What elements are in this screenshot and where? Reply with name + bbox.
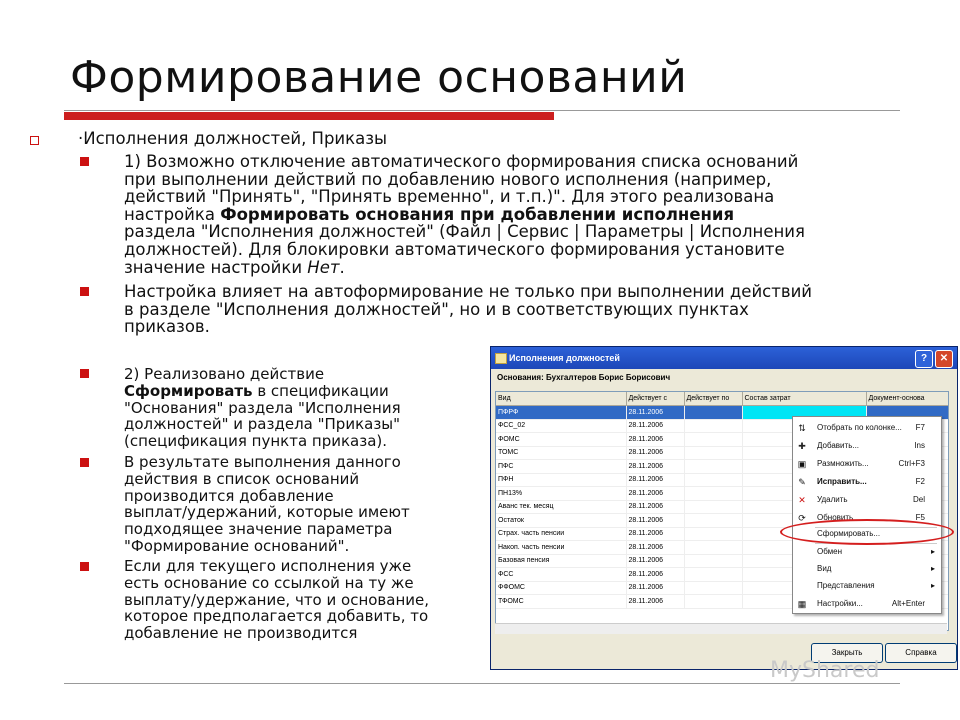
menu-item-label: Вид xyxy=(817,564,832,573)
submenu-arrow-icon: ▸ xyxy=(930,564,935,573)
highlight-ellipse xyxy=(780,519,954,545)
cell-date-from: 28.11.2006 xyxy=(626,527,684,541)
refresh-icon: ⟳ xyxy=(798,513,806,523)
menu-item[interactable] xyxy=(793,419,941,437)
cell-vid: ПН13% xyxy=(496,487,626,501)
paragraph-2: Настройка влияет на автоформирование не только при выполнении действий в разделе "Исполнения должностей", но и в соответствующих пунктах приказов. xyxy=(124,282,813,337)
menu-item-label: Исправить... xyxy=(817,477,867,486)
cell-date-to xyxy=(684,473,742,487)
menu-item[interactable] xyxy=(793,543,941,561)
delete-icon: ✕ xyxy=(798,495,806,505)
cell-date-from: 28.11.2006 xyxy=(626,500,684,514)
bullet-icon xyxy=(80,287,89,296)
cell-vid: ПФН xyxy=(496,473,626,487)
menu-item-label: Отобрать по колонке... xyxy=(817,423,902,432)
menu-item[interactable] xyxy=(793,577,941,595)
help-button[interactable]: Справка xyxy=(885,643,957,663)
exchange-icon xyxy=(797,547,807,557)
cell-date-from: 28.11.2006 xyxy=(626,595,684,609)
settings-icon: ▦ xyxy=(797,599,807,609)
cell-date-to xyxy=(684,554,742,568)
cell-date-to xyxy=(684,446,742,460)
cell-date-to xyxy=(684,500,742,514)
column-header[interactable]: Документ-основа xyxy=(866,392,948,406)
bullet-icon xyxy=(80,369,89,378)
menu-item[interactable] xyxy=(793,455,941,473)
cell-date-to xyxy=(684,460,742,474)
cell-vid: ФОМС xyxy=(496,433,626,447)
cell-vid: Остаток xyxy=(496,514,626,528)
cell-vid: ТФОМС xyxy=(496,595,626,609)
menu-item[interactable] xyxy=(793,560,941,578)
bullet-icon xyxy=(80,458,89,467)
menu-item-shortcut: Alt+Enter xyxy=(891,599,925,608)
menu-item-shortcut: Ctrl+F3 xyxy=(898,459,925,468)
window-titlebar[interactable]: Исполнения должностей ? ✕ xyxy=(491,347,957,369)
grid-header-row xyxy=(496,392,948,406)
cell-vid: Накоп. часть пенсии xyxy=(496,541,626,555)
cell-date-from: 28.11.2006 xyxy=(626,581,684,595)
menu-item-label: Сформировать... xyxy=(817,529,881,538)
cell-date-from: 28.11.2006 xyxy=(626,460,684,474)
cell-date-to xyxy=(684,568,742,582)
cell-vid: ТОМС xyxy=(496,446,626,460)
bullet-icon xyxy=(80,562,89,571)
title-accent-bar xyxy=(64,112,554,120)
cell-date-to xyxy=(684,581,742,595)
title-divider xyxy=(64,110,900,111)
page-title: Формирование оснований xyxy=(70,52,688,103)
section-heading: ·Исполнения должностей, Приказы xyxy=(78,130,387,148)
menu-item-label: Размножить... xyxy=(817,459,869,468)
menu-item[interactable] xyxy=(793,491,941,509)
menu-item[interactable] xyxy=(793,473,941,491)
cell-vid: Аванс тек. месяц xyxy=(496,500,626,514)
close-title-button[interactable]: ✕ xyxy=(935,350,953,368)
menu-item-label: Добавить... xyxy=(817,441,860,450)
cell-date-to xyxy=(684,487,742,501)
cell-vid: ПФС xyxy=(496,460,626,474)
paragraph-4: В результате выполнения данного действия в список оснований производится добавление выплат/удержаний, которые имеют подходящее значение параметра "Формирование оснований". xyxy=(124,453,410,555)
basis-label: Основания: Бухгалтеров Борис Борисович xyxy=(491,369,957,387)
cell-date-from: 28.11.2006 xyxy=(626,487,684,501)
column-header[interactable]: Действует с xyxy=(626,392,684,406)
cell-date-from: 28.11.2006 xyxy=(626,541,684,555)
menu-item-shortcut: F5 xyxy=(915,513,925,522)
cell-date-from: 28.11.2006 xyxy=(626,446,684,460)
paragraph-3: 2) Реализовано действие Сформировать в спецификации "Основания" раздела "Исполнения должностей" и раздела "Приказы" (спецификация пункта приказа). xyxy=(124,365,401,451)
views-icon xyxy=(797,581,807,591)
menu-item[interactable] xyxy=(793,595,941,613)
menu-item-shortcut: F7 xyxy=(915,423,925,432)
submenu-arrow-icon: ▸ xyxy=(930,581,935,590)
view-icon xyxy=(797,564,807,574)
add-icon: ✚ xyxy=(798,441,806,451)
cell-date-from: 28.11.2006 xyxy=(626,568,684,582)
hollow-square-bullet-icon xyxy=(30,136,39,145)
bullet-icon xyxy=(80,157,89,166)
cell-date-from: 28.11.2006 xyxy=(626,419,684,433)
cell-date-to xyxy=(684,541,742,555)
watermark: MyShared xyxy=(770,658,880,683)
cell-date-from: 28.11.2006 xyxy=(626,514,684,528)
menu-item-shortcut: F2 xyxy=(915,477,925,486)
cell-vid: ФСС_02 xyxy=(496,419,626,433)
close-button[interactable]: Закрыть xyxy=(811,643,883,663)
menu-item-label: Настройки... xyxy=(817,599,863,608)
cell-date-to xyxy=(684,595,742,609)
column-header[interactable]: Действует по xyxy=(684,392,742,406)
menu-item-label: Обновить xyxy=(817,513,854,522)
cell-date-from: 28.11.2006 xyxy=(626,433,684,447)
cell-vid: Базовая пенсия xyxy=(496,554,626,568)
cell-vid: ФФОМС xyxy=(496,581,626,595)
cell-date-to xyxy=(684,419,742,433)
cell-date-to xyxy=(684,433,742,447)
cell-vid: ПФРФ xyxy=(496,406,626,420)
filter-icon: ⇅ xyxy=(798,423,806,433)
menu-item-label: Представления xyxy=(817,581,875,590)
context-menu xyxy=(792,416,942,614)
copy-icon: ▣ xyxy=(797,459,807,469)
menu-item-label: Обмен xyxy=(817,547,842,556)
menu-item-shortcut: Ins xyxy=(914,441,925,450)
column-header[interactable]: Вид xyxy=(496,392,626,406)
column-header[interactable]: Состав затрат xyxy=(742,392,866,406)
menu-item-label: Удалить xyxy=(817,495,848,504)
cell-vid: Страх. часть пенсии xyxy=(496,527,626,541)
submenu-arrow-icon: ▸ xyxy=(930,547,935,556)
cell-date-to xyxy=(684,406,742,420)
cell-date-to xyxy=(684,514,742,528)
paragraph-5: Если для текущего исполнения уже есть основание со ссылкой на ту же выплату/удержание, что и основание, которое предполагается добавить, то добавление не производится xyxy=(124,557,430,643)
edit-icon: ✎ xyxy=(798,477,806,487)
menu-item[interactable] xyxy=(793,437,941,455)
footer-divider xyxy=(64,683,900,684)
cell-vid: ФСС xyxy=(496,568,626,582)
cell-date-from: 28.11.2006 xyxy=(626,473,684,487)
cell-date-to xyxy=(684,527,742,541)
menu-item-shortcut: Del xyxy=(912,495,925,504)
help-title-button[interactable]: ? xyxy=(915,350,933,368)
cell-date-from: 28.11.2006 xyxy=(626,554,684,568)
cell-date-from: 28.11.2006 xyxy=(626,406,684,420)
window-icon xyxy=(495,353,507,364)
horizontal-scrollbar[interactable] xyxy=(495,623,947,634)
paragraph-1: 1) Возможно отключение автоматического формирования списка оснований при выполнении действий по добавлению нового исполнения (например, действий "Принять", "Принять временно", и т.п.)". Для этого реализована настройка Формировать основания при добавлении исполнения раздела "Исполнения должностей" (Файл | Сервис | Параметры | Исполнения должностей). Для блокировки автоматического формирования установите значение настройки Нет. xyxy=(124,152,805,277)
